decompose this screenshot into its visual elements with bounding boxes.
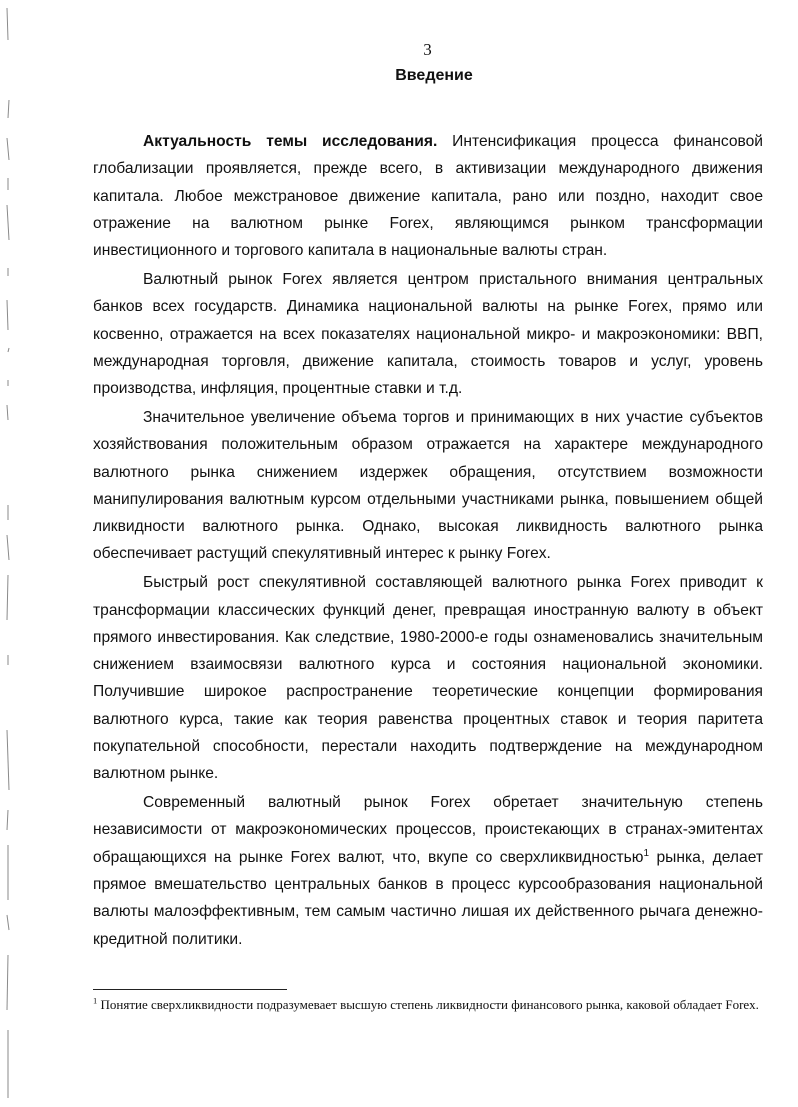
footnote-divider	[93, 989, 287, 990]
paragraph-3: Значительное увеличение объема торгов и принимающих в них участие субъектов хозяйствования положительным образом отражается на характере международного валютного рынка снижением издержек обращения, отсутствием возможности манипулирования валютным курсом отдельными участниками рынка, повышением общей ликвидности валютного рынка. Однако, высокая ликвидность валютного рынка обеспечивает растущий спекулятивный интерес к рынку Forex.	[93, 408, 763, 563]
paragraph-5-text-b: рынка, делает прямое вмешательство центральных банков в процесс курсообразования национальной валюты малоэффективным, тем самым частично лишая их действенного рычага денежно-кредитной политики.	[93, 848, 763, 948]
page-number: 3	[423, 40, 432, 59]
paragraph-1	[93, 128, 763, 264]
footnote	[93, 997, 761, 1013]
paragraph-1-text: Интенсификация процесса финансовой глобализации проявляется, прежде всего, в активизации международного движения капитала. Любое межстрановое движение капитала, рано или поздно, находит свое отражение на валютном рынке Forex, являющимся рынком трансформации инвестиционного и торгового капитала в национальные валюты стран.	[93, 133, 763, 260]
scan-edge-marks	[2, 0, 16, 1107]
footnote-mark: 1	[93, 995, 98, 1006]
page-title: Введение	[395, 67, 473, 84]
lead-phrase: Актуальность темы исследования.	[143, 133, 438, 150]
paragraph-5-text-a: Современный валютный рынок Forex обретает значительную степень независимости от макроэкономических процессов, проистекающих в странах-эмитентах обращающихся на рынке Forex валют, что, вкупе со сверхликвидностью	[93, 794, 763, 866]
footnote-text: Понятие сверхликвидности подразумевает высшую степень ликвидности финансового рынка, каковой обладает Forex.	[97, 997, 759, 1012]
footnote-reference[interactable]: 1	[643, 847, 649, 859]
body-text	[93, 128, 763, 954]
paragraph-2: Валютный рынок Forex является центром пристального внимания центральных банков всех государств. Динамика национальной валюты на рынке Forex, прямо или косвенно, отражается на всех показателях национальной микро- и макроэкономики: ВВП, международная торговля, движение капитала, стоимость товаров и услуг, уровень производства, инфляция, процентные ставки и т.д.	[93, 270, 763, 398]
paragraph-4: Быстрый рост спекулятивной составляющей валютного рынка Forex приводит к трансформации классических функций денег, превращая иностранную валюту в объект прямого инвестирования. Как следствие, 1980-2000-е годы ознаменовались значительным снижением взаимосвязи валютного курса и состояния национальной экономики. Получившие широкое распространение теоретические концепции формирования валютного курса, такие как теория равенства процентных ставок и теория паритета покупательной способности, перестали находить подтверждение на международном валютном рынке.	[93, 574, 763, 783]
paragraph-5	[93, 789, 763, 953]
